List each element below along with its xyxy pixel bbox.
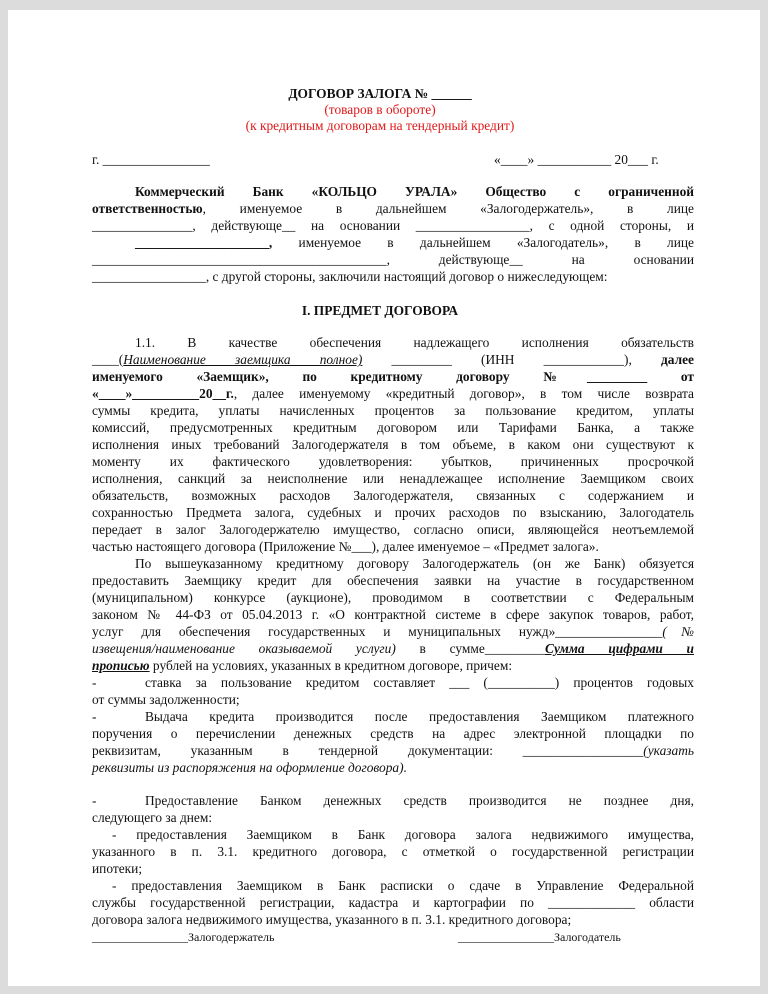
paragraph-line: услуг для обеспечения государственных и муниципальных нужд»________________(№ bbox=[92, 624, 694, 639]
paragraph-line: моменту их фактического удовлетворения: убытков, причиненных просрочкой bbox=[92, 454, 694, 469]
preamble-line: _________________, с другой стороны, заключили настоящий договор о нижеследующем: bbox=[92, 269, 608, 284]
preamble-line: ____________________________________________, действующе__ на основании bbox=[92, 252, 694, 267]
paragraph-line: предоставить Заемщику кредит для обеспечения заявки на участие в государственном bbox=[92, 573, 694, 588]
bullet-line: ипотеки; bbox=[92, 861, 143, 876]
bullet-line: - предоставления Заемщиком в Банк договора залога недвижимого имущества, bbox=[112, 827, 694, 842]
paragraph-line: сохранностью Предмета залога, судебных и прочих расходов по взысканию, Залогодатель bbox=[92, 505, 694, 520]
contract-subtitle-credit: (к кредитным договорам на тендерный кредит) bbox=[245, 118, 515, 133]
bullet-line: службы государственной регистрации, кадастра и картографии по _____________ области bbox=[92, 895, 694, 910]
section-title: I. ПРЕДМЕТ ДОГОВОРА bbox=[301, 303, 459, 318]
paragraph-line: законом № 44-ФЗ от 05.04.2013 г. «О контрактной системе в сфере закупок товаров, работ, bbox=[92, 607, 694, 622]
bullet-dash: - bbox=[92, 709, 97, 724]
paragraph-line: обязательств, возможных расходов Залогодержателя, связанных с содержанием и bbox=[92, 488, 694, 503]
bullet-line: указанного в п. 3.1. кредитного договора, с отметкой о государственной регистрации bbox=[92, 844, 694, 859]
paragraph-line: 1.1. В качестве обеспечения надлежащего исполнения обязательств bbox=[135, 335, 694, 350]
signature-pledgee: ________________Залогодержатель bbox=[92, 930, 275, 944]
contract-subtitle: (товаров в обороте) bbox=[324, 102, 436, 117]
paragraph-line: исполнения, санкций за неисполнение или ненадлежащее исполнение Заемщиком своих bbox=[92, 471, 694, 486]
date-field: «____» ___________ 20___ г. bbox=[494, 152, 659, 167]
bullet-line: ставка за пользование кредитом составляет ___ (__________) процентов годовых bbox=[145, 675, 694, 690]
paragraph-line: ____(Наименование заемщика полное) _________ (ИНН ____________), далее bbox=[92, 352, 694, 367]
preamble-line: ответственностью, именуемое в дальнейшем «Залогодержатель», в лице bbox=[92, 201, 694, 216]
paragraph-line: частью настоящего договора (Приложение №___), далее именуемое – «Предмет залога». bbox=[92, 539, 599, 554]
bullet-dash: - bbox=[92, 675, 97, 690]
paragraph-line: комиссий, предусмотренных кредитным договором или Тарифами Банка, а также bbox=[92, 420, 694, 435]
contract-title: ДОГОВОР ЗАЛОГА № ______ bbox=[288, 86, 472, 101]
preamble-line: _______________, действующе__ на основании _________________, с одной стороны, и bbox=[92, 218, 694, 233]
signature-pledgor: ________________Залогодатель bbox=[458, 930, 621, 944]
city-field: г. ________________ bbox=[92, 152, 210, 167]
paragraph-line: «____»__________20__г., далее именуемому «кредитный договор», в том числе возврата bbox=[92, 386, 694, 401]
paragraph-line: передает в залог Залогодержателю имущество, согласно описи, являющейся неотъемлемой bbox=[92, 522, 694, 537]
paragraph-line: По вышеуказанному кредитному договору Залогодержатель (он же Банк) обязуется bbox=[135, 556, 694, 571]
paragraph-line: суммы кредита, уплаты начисленных процентов за пользование кредитом, уплаты bbox=[92, 403, 694, 418]
paragraph-line: исполнения иных требований Залогодержателя в том объеме, в каком они существуют к bbox=[92, 437, 694, 452]
preamble-line: ____________________, именуемое в дальнейшем «Залогодатель», в лице bbox=[135, 235, 694, 250]
bullet-line: - предоставления Заемщиком в Банк расписки о сдаче в Управление Федеральной bbox=[112, 878, 694, 893]
paragraph-line: извещения/наименование оказываемой услуги) в сумме_________Сумма цифрами и bbox=[92, 641, 695, 656]
bullet-line: поручения о перечислении денежных средств на адрес электронной площадки по bbox=[92, 726, 694, 741]
bullet-line: Предоставление Банком денежных средств производится не позднее дня, bbox=[145, 793, 694, 808]
paragraph-line: (муниципальном) конкурсе (аукционе), проводимом в соответствии с Федеральным bbox=[92, 590, 694, 605]
bullet-line: договора залога недвижимого имущества, указанного в п. 3.1. кредитного договора; bbox=[92, 912, 572, 927]
bullet-line: реквизитам, указанным в тендерной документации: __________________(указать bbox=[92, 743, 694, 758]
preamble-line: Коммерческий Банк «КОЛЬЦО УРАЛА» Общество с ограниченной bbox=[135, 184, 694, 199]
bullet-dash: - bbox=[92, 793, 97, 808]
paragraph-line: прописью рублей на условиях, указанных в кредитном договоре, причем: bbox=[92, 658, 513, 673]
bullet-line: следующего за днем: bbox=[92, 810, 213, 825]
bullet-line: Выдача кредита производится после предоставления Заемщиком платежного bbox=[145, 709, 694, 724]
paragraph-line: именуемого «Заемщик», по кредитному договору №_________ от bbox=[92, 369, 694, 384]
bullet-line: от суммы задолженности; bbox=[92, 692, 240, 707]
bullet-line: реквизиты из распоряжения на оформление договора). bbox=[92, 760, 407, 775]
